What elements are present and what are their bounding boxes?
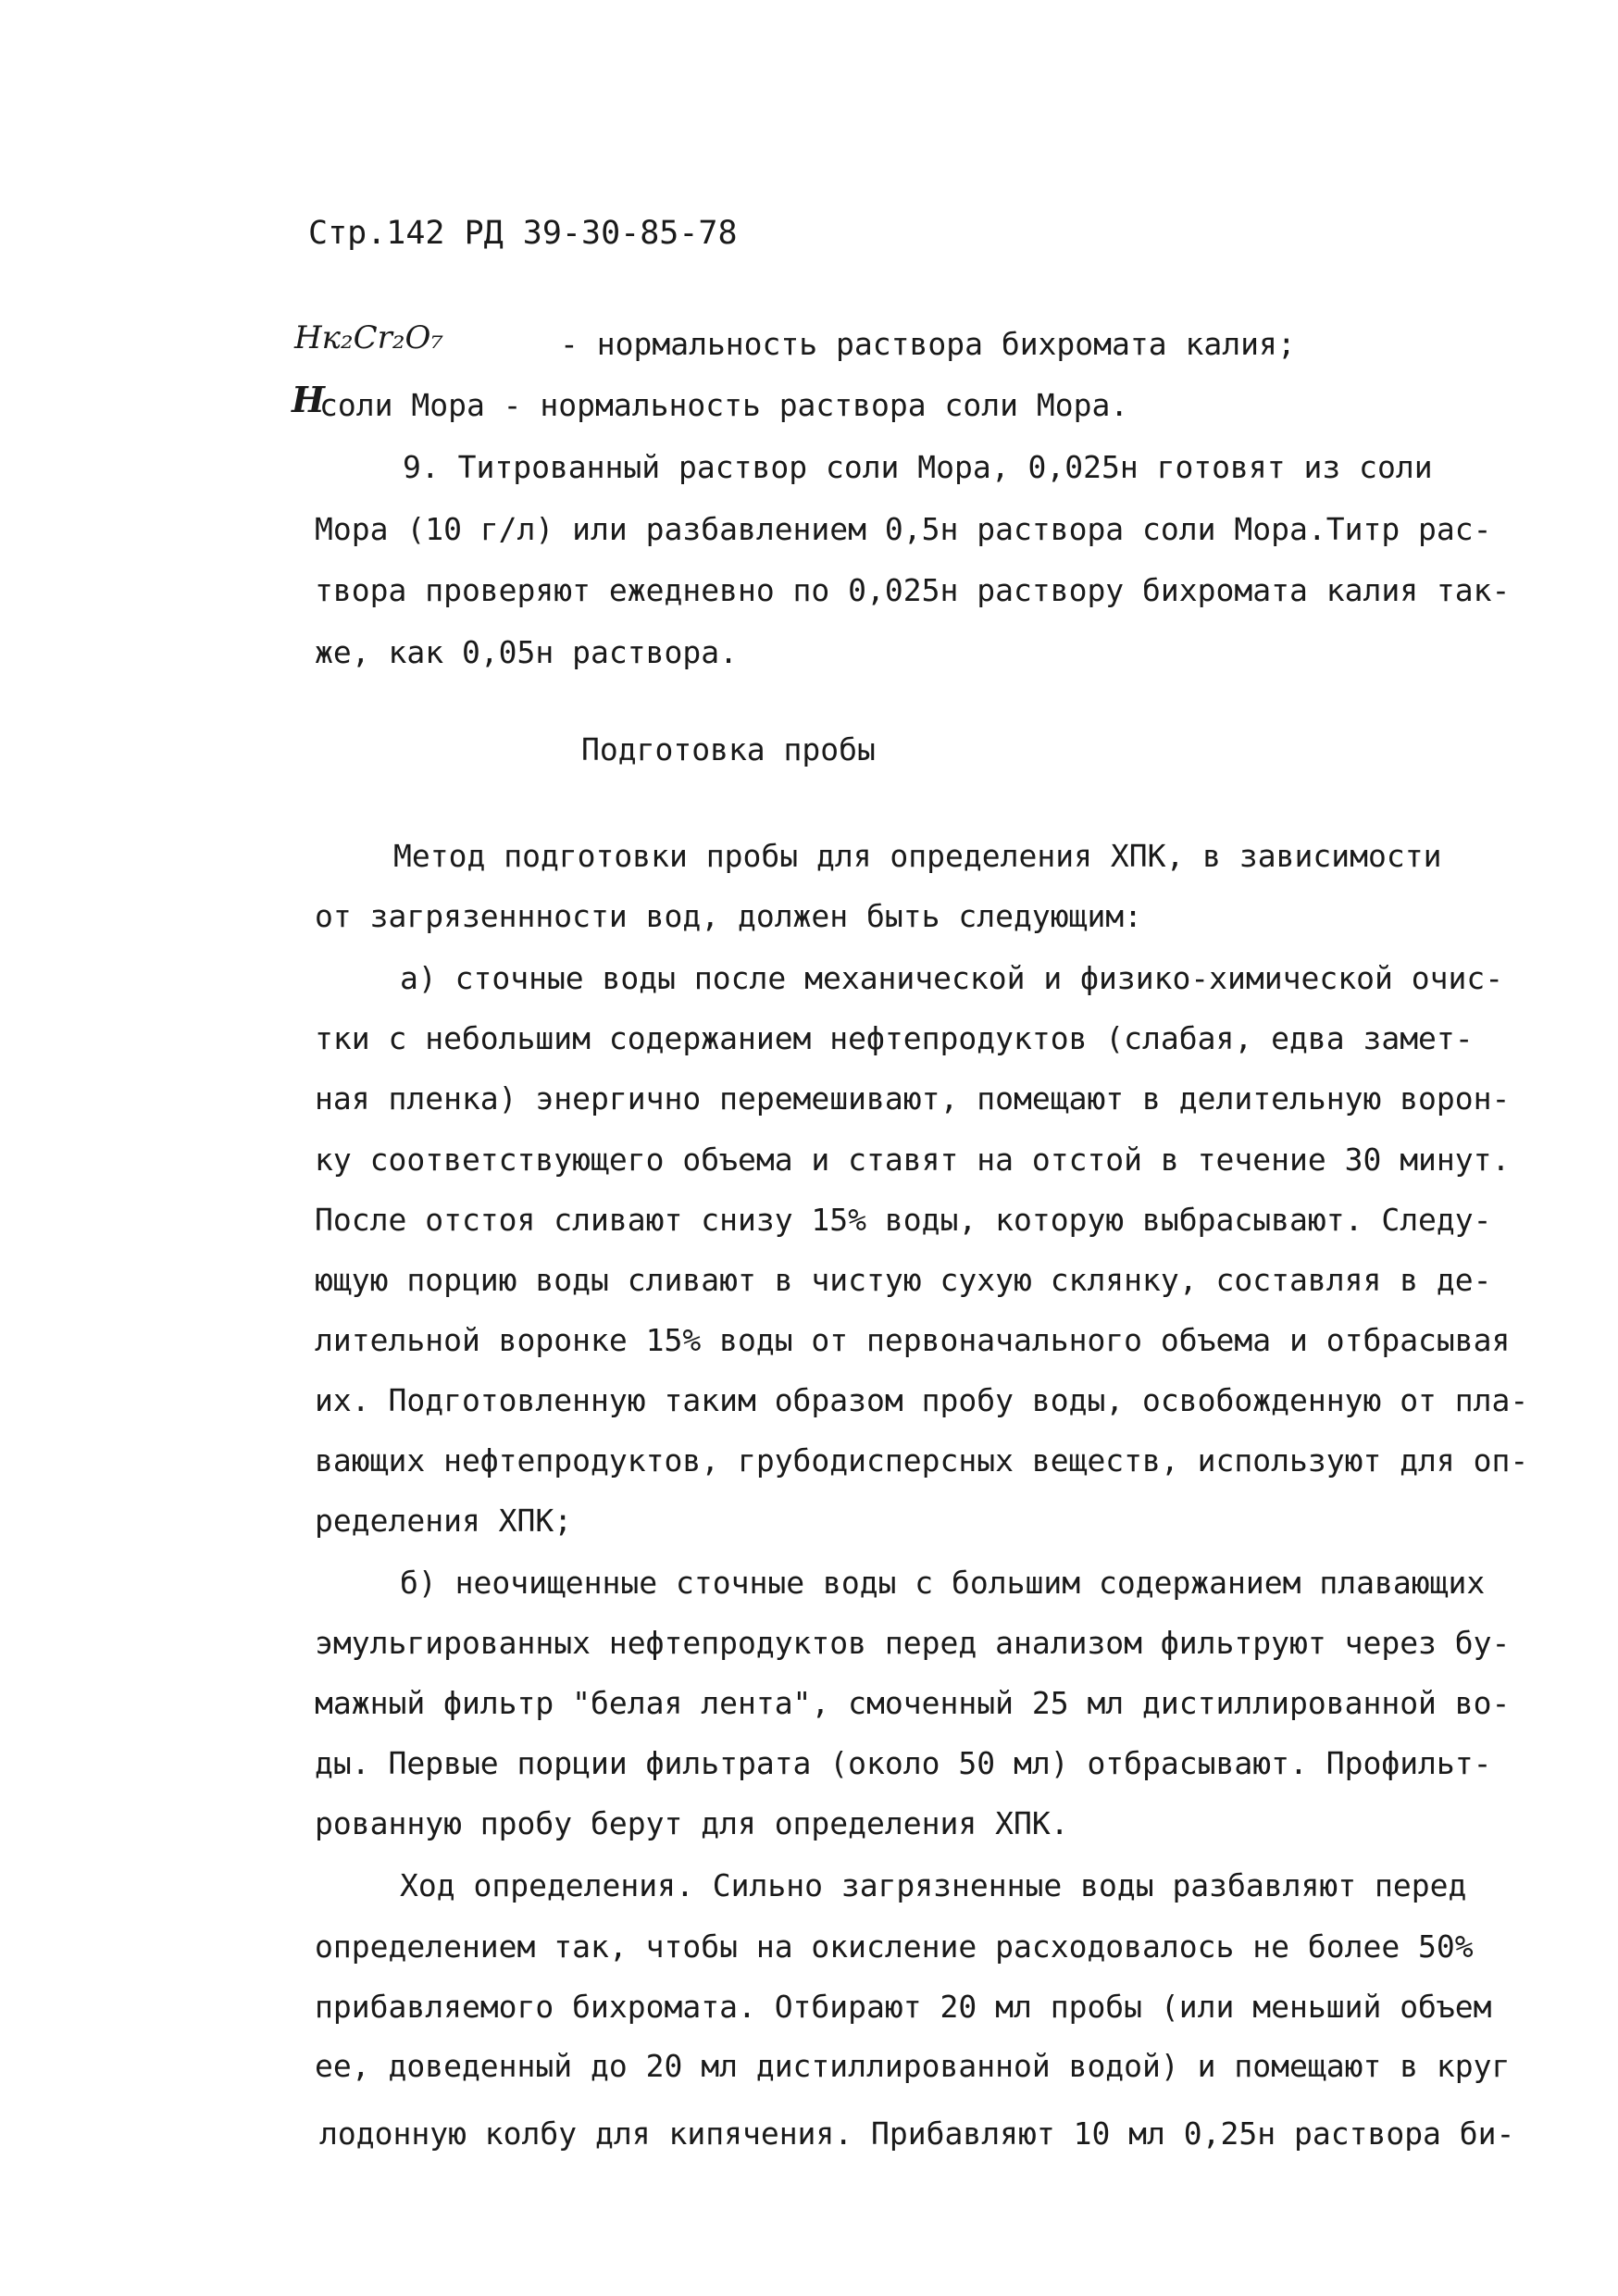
definition-line-1: - нормальность раствора бихромата калия; — [560, 326, 1296, 362]
item-b-line-1: б) неочищенные сточные воды с большим содержанием плавающих — [400, 1565, 1486, 1601]
definition-line-2: соли Мора - нормальность раствора соли Мора. — [319, 387, 1129, 423]
procedure-line-1: Ход определения. Сильно загрязненные воды разбавляют перед — [400, 1867, 1467, 1903]
item-b-line-2: эмульгированных нефтепродуктов перед анализом фильтруют через бу- — [315, 1625, 1511, 1661]
section-heading: Подготовка пробы — [581, 731, 876, 767]
method-intro-line-2: от загрязеннности вод, должен быть следующим: — [315, 898, 1143, 934]
procedure-line-2: определением так, чтобы на окисление расходовалось не более 50% — [315, 1928, 1474, 1965]
item-a-line-7: лительной воронке 15% воды от первоначального объема и отбрасывая — [315, 1322, 1511, 1358]
item-a-line-4: ку соответствующего объема и ставят на отстой в течение 30 минут. — [315, 1142, 1511, 1178]
formula-symbol: Нк₂Cr₂O₇ — [294, 319, 443, 356]
item-a-line-1: а) сточные воды после механической и физико-химической очис- — [400, 960, 1504, 996]
item-b-line-3: мажный фильтр "белая лента", смоченный 25 мл дистиллированной во- — [315, 1685, 1511, 1721]
item-b-line-5: рованную пробу берут для определения ХПК. — [315, 1805, 1069, 1841]
procedure-line-5: лодонную колбу для кипячения. Прибавляют 10 мл 0,25н раствора би- — [319, 2115, 1515, 2152]
item-a-line-10: ределения ХПК; — [315, 1503, 573, 1539]
handwritten-n: Н — [292, 379, 325, 420]
item-a-line-3: ная пленка) энергично перемешивают, помещают в делительную ворон- — [315, 1080, 1511, 1117]
paragraph-9-line-2: Мора (10 г/л) или разбавлением 0,5н раствора соли Мора.Титр рас- — [315, 511, 1492, 547]
item-a-line-5: После отстоя сливают снизу 15% воды, которую выбрасывают. Следу- — [315, 1202, 1492, 1238]
item-a-line-8: их. Подготовленную таким образом пробу воды, освобожденную от пла- — [315, 1382, 1529, 1418]
procedure-line-3: прибавляемого бихромата. Отбирают 20 мл пробы (или меньший объем — [315, 1989, 1492, 2025]
procedure-line-4: ее, доведенный до 20 мл дистиллированной водой) и помещают в круг — [315, 2048, 1511, 2084]
item-a-line-2: тки с небольшим содержанием нефтепродуктов (слабая, едва замет- — [315, 1020, 1474, 1056]
item-a-line-6: ющую порцию воды сливают в чистую сухую склянку, составляя в де- — [315, 1262, 1492, 1298]
page-header: Стр.142 РД 39-30-85-78 — [308, 215, 738, 252]
paragraph-9-line-3: твора проверяют ежедневно по 0,025н раствору бихромата калия так- — [315, 572, 1511, 608]
method-intro-line-1: Метод подготовки пробы для определения ХПК, в зависимости — [393, 838, 1442, 874]
paragraph-9-line-4: же, как 0,05н раствора. — [315, 634, 738, 670]
item-a-line-9: вающих нефтепродуктов, грубодисперсных веществ, используют для оп- — [315, 1442, 1529, 1479]
item-b-line-4: ды. Первые порции фильтрата (около 50 мл) отбрасывают. Профильт- — [315, 1745, 1492, 1781]
paragraph-9-line-1: 9. Титрованный раствор соли Мора, 0,025н готовят из соли — [403, 449, 1433, 485]
